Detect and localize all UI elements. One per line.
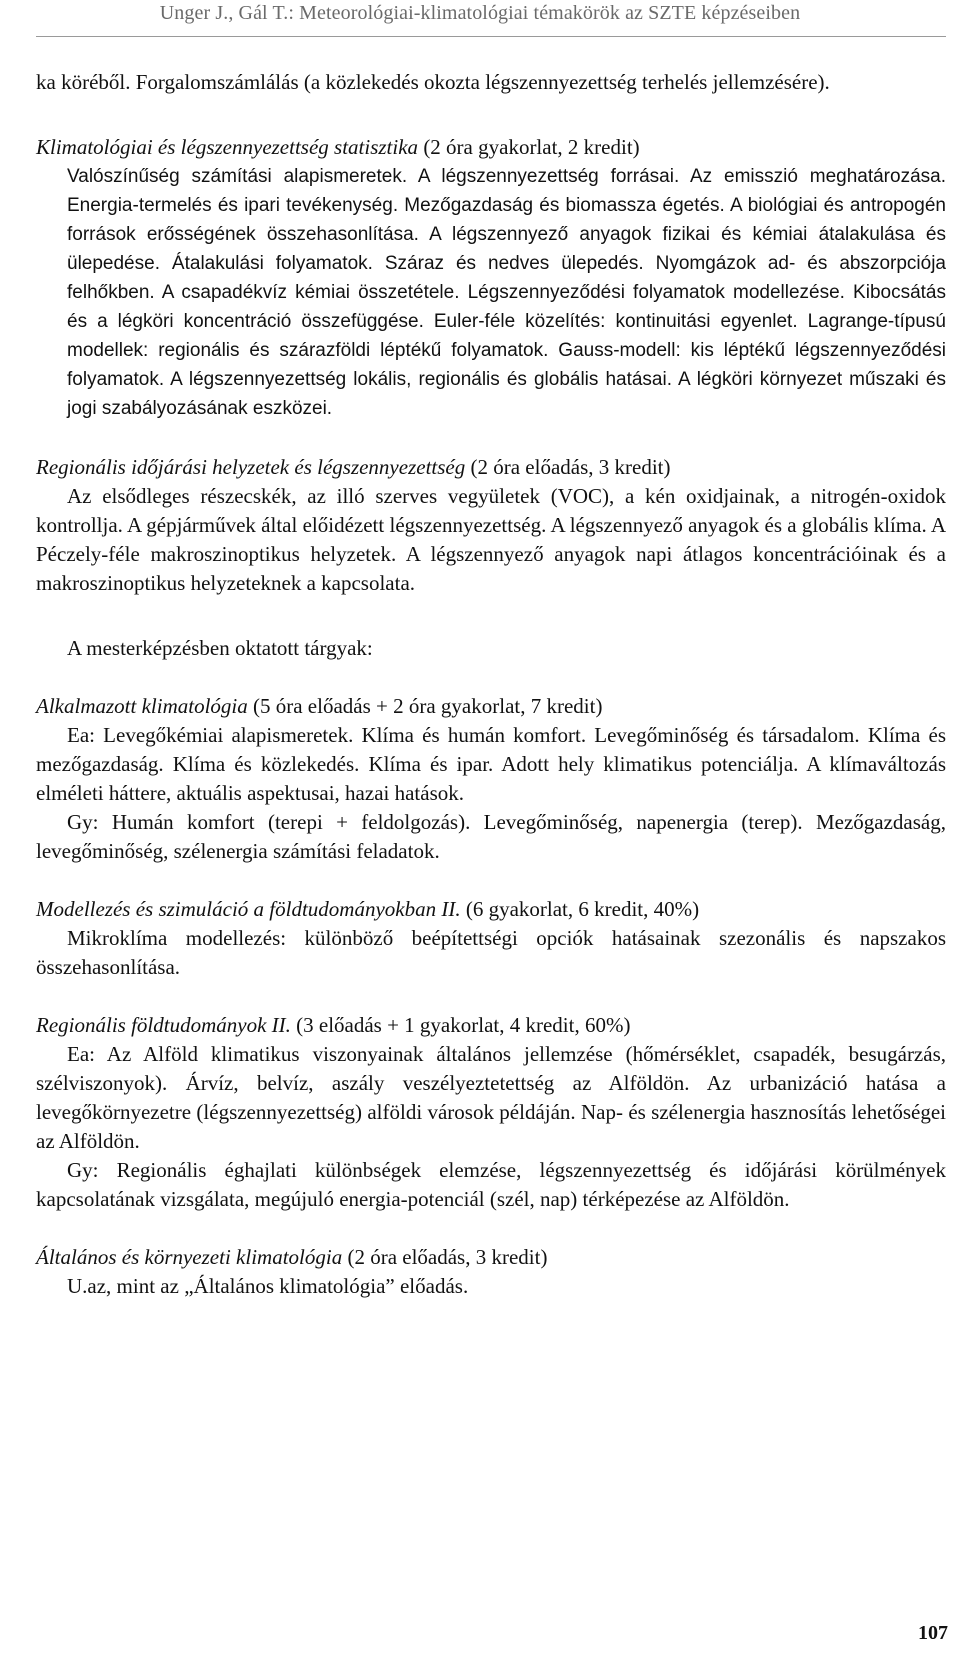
course-body-statistics: Valószínűség számítási alapismeretek. A légszennyezettség forrásai. Az emisszió meghatározása. Energia-termelés és ipari tevékenység. Mezőgazdaság és biomassza égetés. A biológiai és antropogén források erősségének összehasonlítása. A légszennyező anyagok fizikai és kémiai átalakulása és ülepedése. Átalakulási folyamatok. Száraz és nedves ülepedés. Nyomgázok ad- és abszorpciója felhőkben. A csapadékvíz kémiai összetétele. Légszennyeződési folyamatok modellezése. Kibocsátás és a légköri koncentráció összefüggése. Euler-féle közelítés: kontinuitási egyenlet. Lagrange-típusú modellek: regionális és szárazföldi léptékű folyamatok. Gauss-modell: kis léptékű légszennyeződési folyamatok. A légszennyezettség lokális, regionális és globális hatásai. A légköri környezet műszaki és jogi szabályozásának eszközei. — [67, 166, 946, 419]
course-details: (3 előadás + 1 gyakorlat, 4 kredit, 60%) — [296, 1013, 631, 1037]
course-body-regional-weather: Az elsődleges részecskék, az illó szerves vegyületek (VOC), a kén oxidjainak, a nitrogén-oxidok kontrollja. A gépjárművek által előidézett légszennyezettség. A légszennyező anyagok és a globális klíma. A Péczely-féle makroszinoptikus helyzetek. A légszennyező anyagok napi átlagos koncentrációinak és a makroszinoptikus helyzeteknek a kapcsolata. — [36, 484, 946, 595]
course-heading-regional-weather — [36, 453, 946, 482]
course-lecture-applied-climatology: Ea: Levegőkémiai alapismeretek. Klíma és humán komfort. Levegőminőség és társadalom. Klíma és mezőgazdaság. Klíma és közlekedés. Klíma és ipar. Adott hely klimatikus potenciálja. A klímaváltozás elméleti háttere, aktuális aspektusai, hazai hatások. — [36, 723, 946, 805]
course-practice-regional-geosciences: Gy: Regionális éghajlati különbségek elemzése, légszennyezettség és időjárási körülmények kapcsolatának vizsgálata, megújuló energia-potenciál (szél, nap) térképezése az Alföldön. — [36, 1158, 946, 1211]
course-heading-applied-climatology — [36, 692, 946, 721]
course-heading-statistics — [36, 133, 946, 162]
course-heading-general-climatology — [36, 1243, 946, 1272]
page-body — [36, 68, 946, 1301]
course-details: (2 óra előadás, 3 kredit) — [347, 1245, 548, 1269]
course-details: (2 óra előadás, 3 kredit) — [470, 455, 671, 479]
course-title: Modellezés és szimuláció a földtudományokban II. — [36, 897, 461, 921]
course-title: Regionális földtudományok II. — [36, 1013, 291, 1037]
course-lecture-regional-geosciences: Ea: Az Alföld klimatikus viszonyainak általános jellemzése (hőmérséklet, csapadék, besugárzás, szélviszonyok). Árvíz, belvíz, aszály veszélyeztetettség az Alföldön. Az urbanizáció hatása a levegőkörnyezetre (légszennyezettség) alföldi városok példáján. Nap- és szélenergia hasznosítás lehetőségei az Alföldön. — [36, 1042, 946, 1153]
course-details: (6 gyakorlat, 6 kredit, 40%) — [465, 897, 700, 921]
course-body-modelling: Mikroklíma modellezés: különböző beépítettségi opciók hatásainak szezonális és napszakos összehasonlítása. — [36, 926, 946, 979]
course-details: (2 óra gyakorlat, 2 kredit) — [423, 135, 640, 159]
course-title: Alkalmazott klimatológia — [36, 694, 248, 718]
course-title: Általános és környezeti klimatológia — [36, 1245, 343, 1269]
intro-paragraph: ka köréből. Forgalomszámlálás (a közlekedés okozta légszennyezettség terhelés jellemzésére). — [36, 70, 830, 94]
course-heading-regional-geosciences — [36, 1011, 946, 1040]
course-title: Klimatológiai és légszennyezettség statisztika — [36, 135, 419, 159]
course-practice-applied-climatology: Gy: Humán komfort (terepi + feldolgozás). Levegőminőség, napenergia (terep). Mezőgazdaság, levegőminőség, szélenergia számítási feladatok. — [36, 810, 946, 863]
course-details: (5 óra előadás + 2 óra gyakorlat, 7 kredit) — [252, 694, 603, 718]
header-divider — [36, 36, 946, 37]
course-heading-modelling — [36, 895, 946, 924]
page-number: 107 — [918, 1622, 948, 1644]
course-title: Regionális időjárási helyzetek és légszennyezettség — [36, 455, 466, 479]
running-header: Unger J., Gál T.: Meteorológiai-klimatológiai témakörök az SZTE képzéseiben — [159, 2, 801, 24]
masters-heading: A mesterképzésben oktatott tárgyak: — [67, 636, 373, 660]
course-body-general-climatology: U.az, mint az „Általános klimatológia” előadás. — [67, 1274, 469, 1298]
